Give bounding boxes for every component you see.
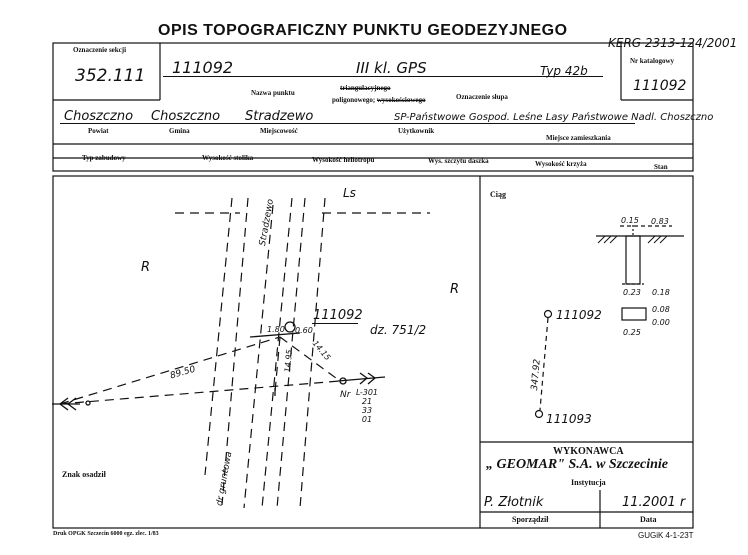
traverse-point-1: 111092: [556, 308, 602, 322]
traverse-label: Ciąg: [490, 190, 506, 199]
miejscowosc-value: Stradzewo: [245, 109, 314, 124]
col-wys-stolika: Wysokość stolika: [202, 154, 254, 162]
col-stan: Stan: [654, 163, 668, 171]
contractor-company: „ GEOMAR" S.A. w Szczecinie: [486, 457, 669, 472]
marker-placed-label: Znak osadził: [62, 470, 106, 479]
measure-015: 0.15: [621, 216, 639, 225]
mark-nr: Nr: [340, 390, 351, 400]
road-label: Stradzewo: [258, 198, 277, 247]
uzytkownik-label: Użytkownik: [398, 127, 435, 135]
contractor-label: WYKONAWCA: [553, 446, 624, 457]
point-name-underline: [163, 76, 603, 77]
catalog-label: Nr katalogowy: [630, 57, 675, 65]
measure-008: 0.08: [652, 305, 670, 314]
traverse-point-2: 111093: [546, 412, 592, 426]
measure-083: 0.83: [651, 217, 669, 226]
powiat-value: Choszczno: [64, 109, 134, 124]
location-underline: [60, 123, 635, 124]
forest-label: Ls: [343, 186, 356, 200]
measure-018: 0.18: [652, 288, 670, 297]
print-note: Druk OPGK Szczecin 6000 egz. zlec. 1/83: [53, 531, 159, 537]
mark-label: L-301 21 33 01: [356, 388, 378, 424]
arable-right-label: R: [450, 282, 460, 297]
network-line2: poligonowego; wysokościowego: [332, 96, 426, 104]
surveyor-name: P. Złotnik: [484, 495, 544, 510]
distance-060: 0.60: [295, 326, 313, 335]
col-wys-daszka: Wys. szczytu daszka: [428, 157, 489, 165]
document-title: OPIS TOPOGRAFICZNY PUNKTU GEODEZYJNEGO: [158, 22, 568, 39]
distance-1495: 14.95: [283, 349, 294, 373]
point-name-label: Nazwa punktu: [251, 89, 295, 97]
traverse-distance: 347.92: [530, 358, 543, 391]
section-label: Oznaczenie sekcji: [73, 46, 127, 54]
section-value: 352.111: [75, 66, 146, 86]
arable-left-label: R: [141, 260, 151, 275]
point-number: 111092: [172, 58, 234, 77]
distance-8950: 89.50: [169, 364, 197, 382]
col-wys-krzyza: Wysokość krzyża: [535, 160, 587, 168]
document-reference: KERG 2313-124/2001: [608, 36, 738, 50]
institution-label: Instytucja: [571, 478, 606, 487]
dirt-road-label: dr gruntowa: [215, 450, 235, 507]
zamieszkanie-label: Miejsce zamieszkania: [546, 134, 611, 142]
col-typ-zabudowy: Typ zabudowy: [82, 154, 126, 162]
prepared-by-label: Sporządził: [512, 515, 549, 524]
miejscowosc-label: Miejscowość: [260, 127, 298, 135]
pillar-type-label: Oznaczenie słupa: [456, 93, 508, 101]
distance-1415: 14.15: [310, 338, 333, 363]
sketch-point-number: 111092: [313, 308, 363, 323]
point-class: III kl. GPS: [356, 59, 427, 77]
prepared-date: 11.2001 r: [622, 495, 686, 510]
form-code: GUGiK 4-1-23T: [638, 531, 694, 540]
network-line1: triangulacyjnego: [340, 84, 391, 92]
measure-000: 0.00: [652, 318, 670, 327]
parcel-label: dz. 751/2: [370, 323, 427, 337]
measure-023: 0.23: [623, 288, 641, 297]
gmina-label: Gmina: [169, 127, 190, 135]
pillar-type-value: Typ 42b: [540, 64, 588, 78]
point-number-underline: [312, 323, 358, 324]
gmina-value: Choszczno: [151, 109, 221, 124]
date-label: Data: [640, 515, 657, 524]
powiat-label: Powiat: [88, 127, 109, 135]
col-wys-heliotropu: Wysokość heliotropu: [312, 156, 375, 164]
distance-180: 1.80: [267, 325, 285, 334]
catalog-value: 111092: [633, 78, 687, 94]
measure-025: 0.25: [623, 328, 641, 337]
uzytkownik-value: SP-Państwowe Gospod. Leśne Lasy Państwowe Nadl. Choszczno: [394, 112, 714, 123]
